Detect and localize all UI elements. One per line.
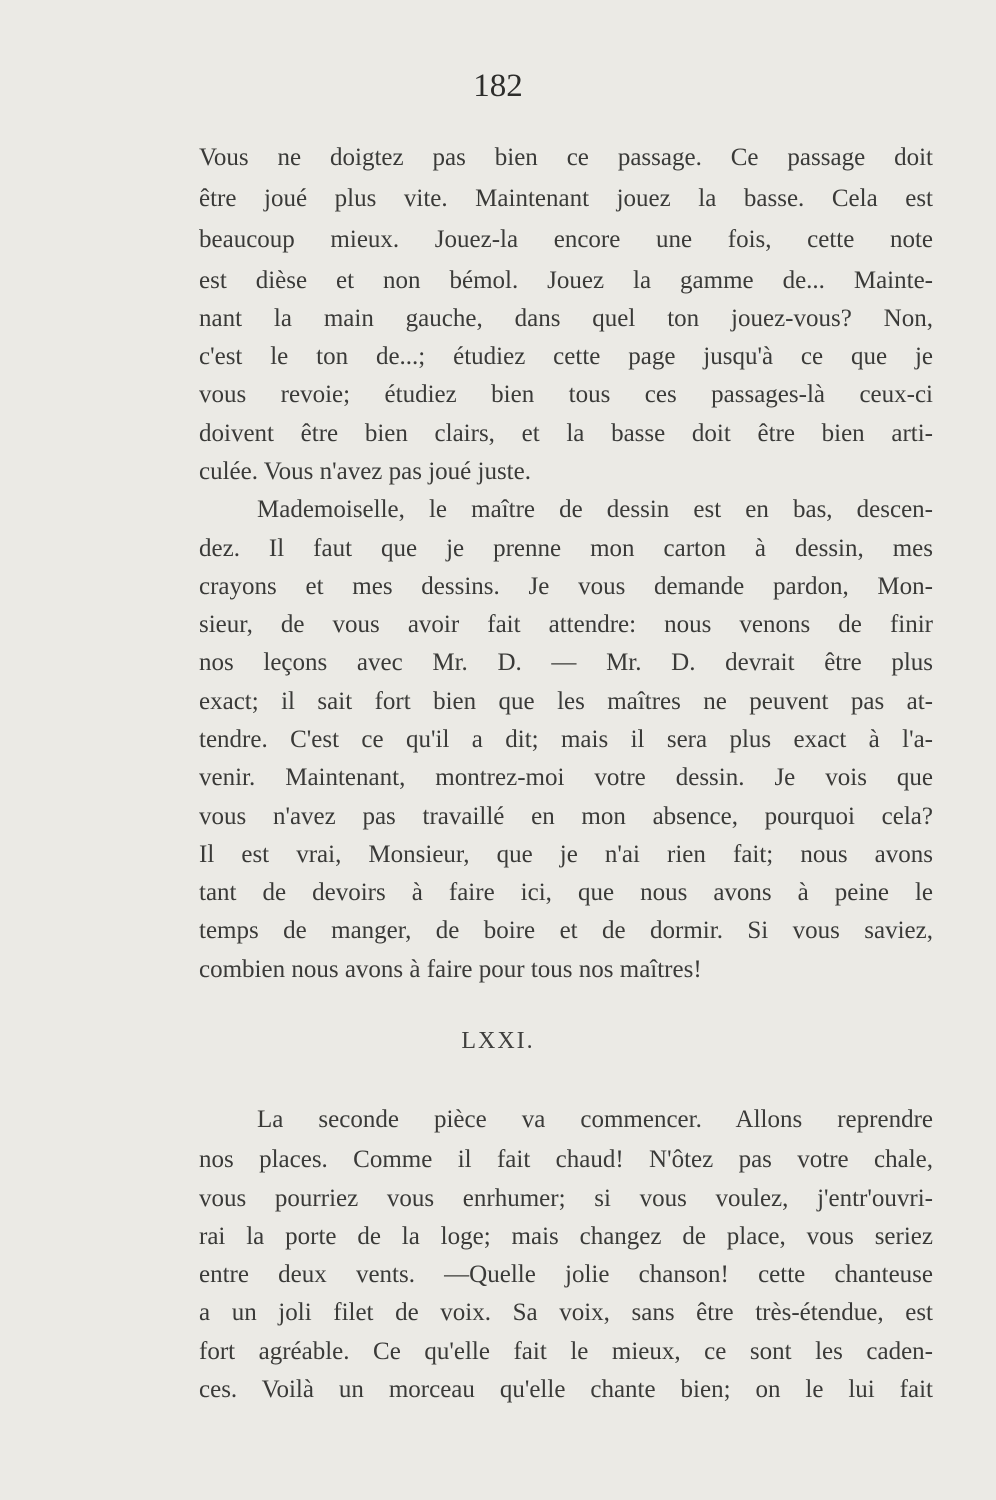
text-line: être joué plus vite. Maintenant jouez la basse. Cela est bbox=[199, 185, 933, 212]
text-line: entre deux vents. —Quelle jolie chanson! cette chanteuse bbox=[199, 1261, 933, 1288]
text-line: tendre. C'est ce qu'il a dit; mais il sera plus exact à l'a- bbox=[199, 726, 933, 753]
text-line: Il est vrai, Monsieur, que je n'ai rien fait; nous avons bbox=[199, 841, 933, 868]
text-line: vous pourriez vous enrhumer; si vous voulez, j'entr'ouvri- bbox=[199, 1185, 933, 1212]
page-number: 182 bbox=[473, 68, 523, 104]
text-line: exact; il sait fort bien que les maîtres ne peuvent pas at- bbox=[199, 688, 933, 715]
text-line: est dièse et non bémol. Jouez la gamme de... Mainte- bbox=[199, 267, 933, 294]
paragraph-start-line: La seconde pièce va commencer. Allons reprendre bbox=[257, 1106, 933, 1133]
text-line: dez. Il faut que je prenne mon carton à dessin, mes bbox=[199, 535, 933, 562]
text-line: doivent être bien clairs, et la basse doit être bien arti- bbox=[199, 420, 933, 447]
text-line: ces. Voilà un morceau qu'elle chante bien; on le lui fait bbox=[199, 1376, 933, 1403]
text-line: c'est le ton de...; étudiez cette page jusqu'à ce que je bbox=[199, 343, 933, 370]
text-line: beaucoup mieux. Jouez-la encore une fois, cette note bbox=[199, 226, 933, 253]
text-line: temps de manger, de boire et de dormir. Si vous saviez, bbox=[199, 917, 933, 944]
text-line: nos leçons avec Mr. D. — Mr. D. devrait être plus bbox=[199, 649, 933, 676]
paragraph-start-line: Mademoiselle, le maître de dessin est en bas, descen- bbox=[257, 496, 933, 523]
section-heading: LXXI. bbox=[461, 1028, 535, 1054]
text-line: crayons et mes dessins. Je vous demande pardon, Mon- bbox=[199, 573, 933, 600]
text-line: nant la main gauche, dans quel ton jouez-vous? Non, bbox=[199, 305, 933, 332]
text-line: culée. Vous n'avez pas joué juste. bbox=[199, 458, 531, 485]
text-line: rai la porte de la loge; mais changez de place, vous seriez bbox=[199, 1223, 933, 1250]
text-line: sieur, de vous avoir fait attendre: nous venons de finir bbox=[199, 611, 933, 638]
text-line: combien nous avons à faire pour tous nos maîtres! bbox=[199, 956, 702, 983]
text-line: vous revoie; étudiez bien tous ces passages-là ceux-ci bbox=[199, 381, 933, 408]
text-line: tant de devoirs à faire ici, que nous avons à peine le bbox=[199, 879, 933, 906]
text-line: nos places. Comme il fait chaud! N'ôtez pas votre chale, bbox=[199, 1146, 933, 1173]
text-line: a un joli filet de voix. Sa voix, sans être très-étendue, est bbox=[199, 1299, 933, 1326]
text-line: venir. Maintenant, montrez-moi votre dessin. Je vois que bbox=[199, 764, 933, 791]
text-line: Vous ne doigtez pas bien ce passage. Ce passage doit bbox=[199, 144, 933, 171]
text-line: fort agréable. Ce qu'elle fait le mieux, ce sont les caden- bbox=[199, 1338, 933, 1365]
text-line: vous n'avez pas travaillé en mon absence, pourquoi cela? bbox=[199, 803, 933, 830]
